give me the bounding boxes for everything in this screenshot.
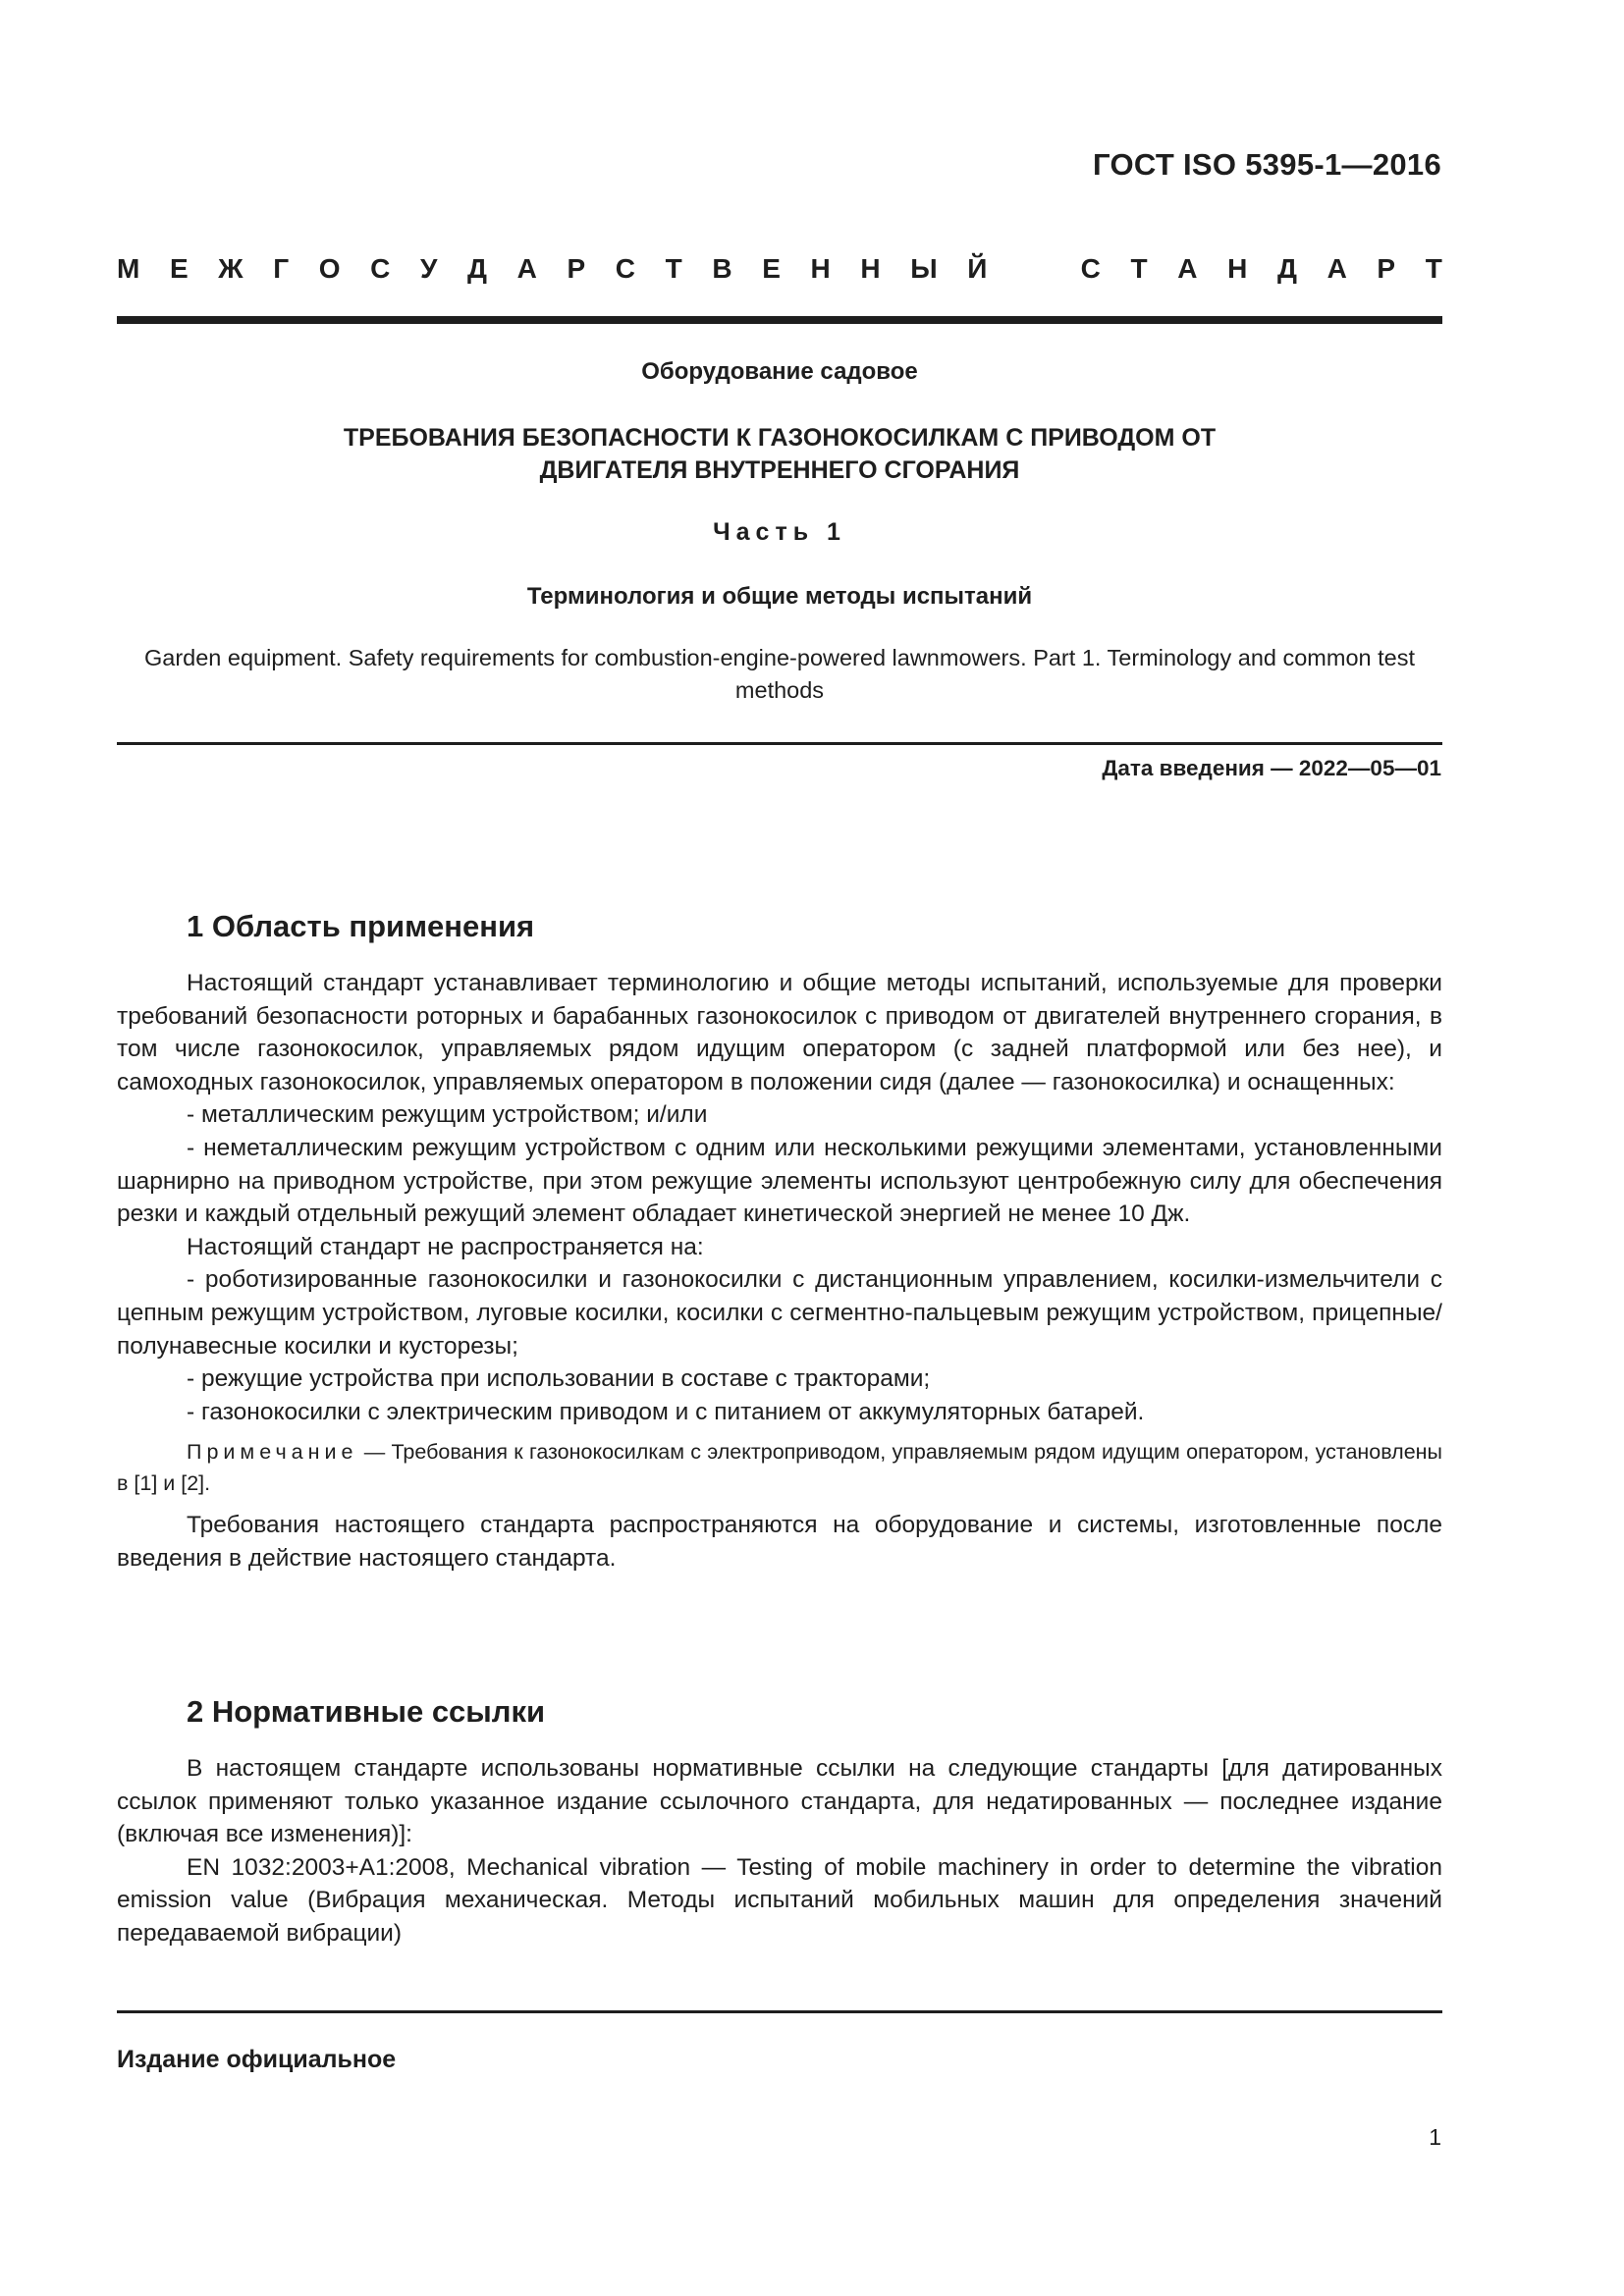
banner-letter: Д: [1276, 253, 1297, 284]
banner-letter: У: [419, 253, 438, 284]
banner-letter: О: [318, 253, 341, 284]
title-category: Оборудование садовое: [641, 358, 918, 385]
banner-letter: Т: [665, 253, 682, 284]
list-item: - газонокосилки с электрическим приводом и с питанием от аккумуляторных батарей.: [187, 1398, 1145, 1425]
banner-letter: Т: [1130, 253, 1148, 284]
list-item: - металлическим режущим устройством; и/или: [187, 1101, 708, 1129]
banner-letter: Д: [467, 253, 487, 284]
banner-letter: Ж: [218, 253, 244, 284]
banner-letter: А: [516, 253, 537, 284]
list-item: - режущие устройства при использовании в составе с тракторами;: [187, 1365, 931, 1393]
banner-letter: Й: [967, 253, 988, 284]
banner-letter: С: [615, 253, 635, 284]
title-english: Garden equipment. Safety requirements for combustion-engine-powered lawnmowers. Part 1. Terminology and common test methods: [143, 645, 1415, 703]
banner-letter: С: [370, 253, 391, 284]
list-item: - роботизированные газонокосилки и газонокосилки с дистанционным управлением, косилки-измельчители с цепным режущим устройством, луговые косилки, косилки с сегментно-пальцевым режущим устройством, прицепные/полунавесные косилки и кусторезы;: [117, 1266, 1442, 1360]
banner-letter: Г: [273, 253, 290, 284]
banner-letter: С: [1080, 253, 1101, 284]
banner-letter: Р: [567, 253, 586, 284]
title-subtitle: Терминология и общие методы испытаний: [526, 583, 1033, 610]
banner-letter: А: [1177, 253, 1198, 284]
intro-date: Дата введения — 2022—05—01: [1102, 756, 1441, 780]
banner-letter: Е: [762, 253, 781, 284]
header-rule: [117, 316, 1442, 324]
footer-rule: [117, 2010, 1442, 2013]
reference-item: EN 1032:2003+A1:2008, Mechanical vibration — Testing of mobile machinery in order to determine the vibration emission value (Вибрация механическая. Методы испытаний мобильных машин для определения значений передаваемой вибрации): [117, 1853, 1442, 1947]
banner-letter: Ы: [910, 253, 938, 284]
note: [117, 1436, 1442, 1499]
section-1-heading: 1 Область применения: [187, 909, 535, 943]
list-item: - неметаллическим режущим устройством с одним или несколькими режущими элементами, установленными шарнирно на приводном устройстве, при этом режущие элементы используют центробежную силу для обеспечения резки и каждый отдельный режущий элемент обладает кинетической энергией не менее 10 Дж.: [117, 1134, 1442, 1228]
note-lead: Примечание: [187, 1440, 358, 1465]
paragraph: Настоящий стандарт не распространяется на:: [187, 1233, 704, 1260]
banner-letter: Н: [860, 253, 881, 284]
banner-word-gap: [1017, 253, 1051, 285]
section-1-body: [117, 967, 1442, 1575]
banner-letter: Н: [1227, 253, 1248, 284]
official-edition-label: Издание официальное: [117, 2046, 397, 2073]
title-rule: [117, 742, 1442, 745]
section-2-body: [117, 1752, 1442, 1950]
paragraph: Настоящий стандарт устанавливает терминологию и общие методы испытаний, используемые для проверки требований безопасности роторных и барабанных газонокосилок с приводом от двигателей внутреннего сгорания, в том числе газонокосилок, управляемых рядом идущим оператором (с задней платформой или без нее), и самоходных газонокосилок, управляемых оператором в положении сидя (далее — газонокосилка) и оснащенных:: [117, 970, 1442, 1095]
banner-letter: А: [1326, 253, 1347, 284]
banner-letter: Е: [169, 253, 189, 284]
banner-letter: В: [712, 253, 732, 284]
note-text: — Требования к газонокосилкам с электроприводом, управляемым рядом идущим оператором, установлены в [1] и [2].: [117, 1440, 1442, 1496]
page-number: 1: [1429, 2124, 1441, 2150]
paragraph: Требования настоящего стандарта распространяются на оборудование и системы, изготовленные после введения в действие настоящего стандарта.: [117, 1512, 1442, 1572]
banner-letter: М: [117, 253, 140, 284]
title-part: Часть 1: [713, 518, 846, 546]
paragraph: В настоящем стандарте использованы нормативные ссылки на следующие стандарты [для датированных ссылок применяют только указанное издание ссылочного стандарта, для недатированных — последнее издание (включая все изменения)]:: [117, 1755, 1442, 1848]
document-code: ГОСТ ISO 5395-1—2016: [1093, 147, 1441, 182]
title-main: ТРЕБОВАНИЯ БЕЗОПАСНОСТИ К ГАЗОНОКОСИЛКАМ С ПРИВОДОМ ОТ ДВИГАТЕЛЯ ВНУТРЕННЕГО СГОРАНИЯ: [343, 424, 1217, 484]
banner-letter: Р: [1377, 253, 1396, 284]
banner-letter: Н: [810, 253, 831, 284]
banner-letter: Т: [1425, 253, 1442, 284]
interstate-standard-banner: [117, 253, 1442, 285]
section-2-heading: 2 Нормативные ссылки: [187, 1694, 546, 1729]
